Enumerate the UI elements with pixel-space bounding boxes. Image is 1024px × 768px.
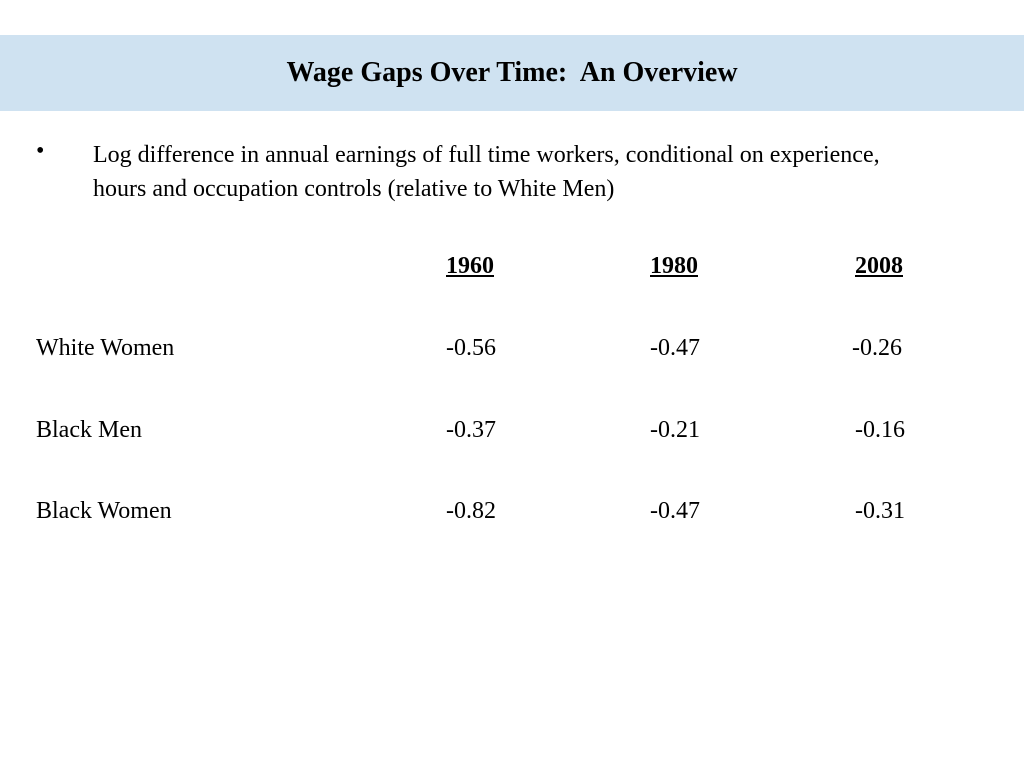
year-header-2008: 2008 <box>855 253 903 279</box>
year-header-1980: 1980 <box>650 253 698 279</box>
slide-title: Wage Gaps Over Time: An Overview <box>286 57 738 88</box>
table-cell: -0.26 <box>852 335 902 361</box>
bullet-text: Log difference in annual earnings of full time workers, conditional on experience, hours and occupation controls (relative to White Men) <box>93 142 880 202</box>
row-label-white-women: White Women <box>36 335 175 361</box>
year-header-1960: 1960 <box>446 253 494 279</box>
row-label-black-men: Black Men <box>36 417 142 443</box>
table-cell: -0.37 <box>446 417 496 443</box>
table-cell: -0.21 <box>650 417 700 443</box>
table-cell: -0.47 <box>650 498 700 524</box>
title-bar <box>0 35 1024 111</box>
table-cell: -0.31 <box>855 498 905 524</box>
table-cell: -0.56 <box>446 335 496 361</box>
table-cell: -0.47 <box>650 335 700 361</box>
row-label-black-women: Black Women <box>36 498 172 524</box>
table-cell: -0.82 <box>446 498 496 524</box>
table-cell: -0.16 <box>855 417 905 443</box>
bullet-marker: • <box>36 138 45 164</box>
